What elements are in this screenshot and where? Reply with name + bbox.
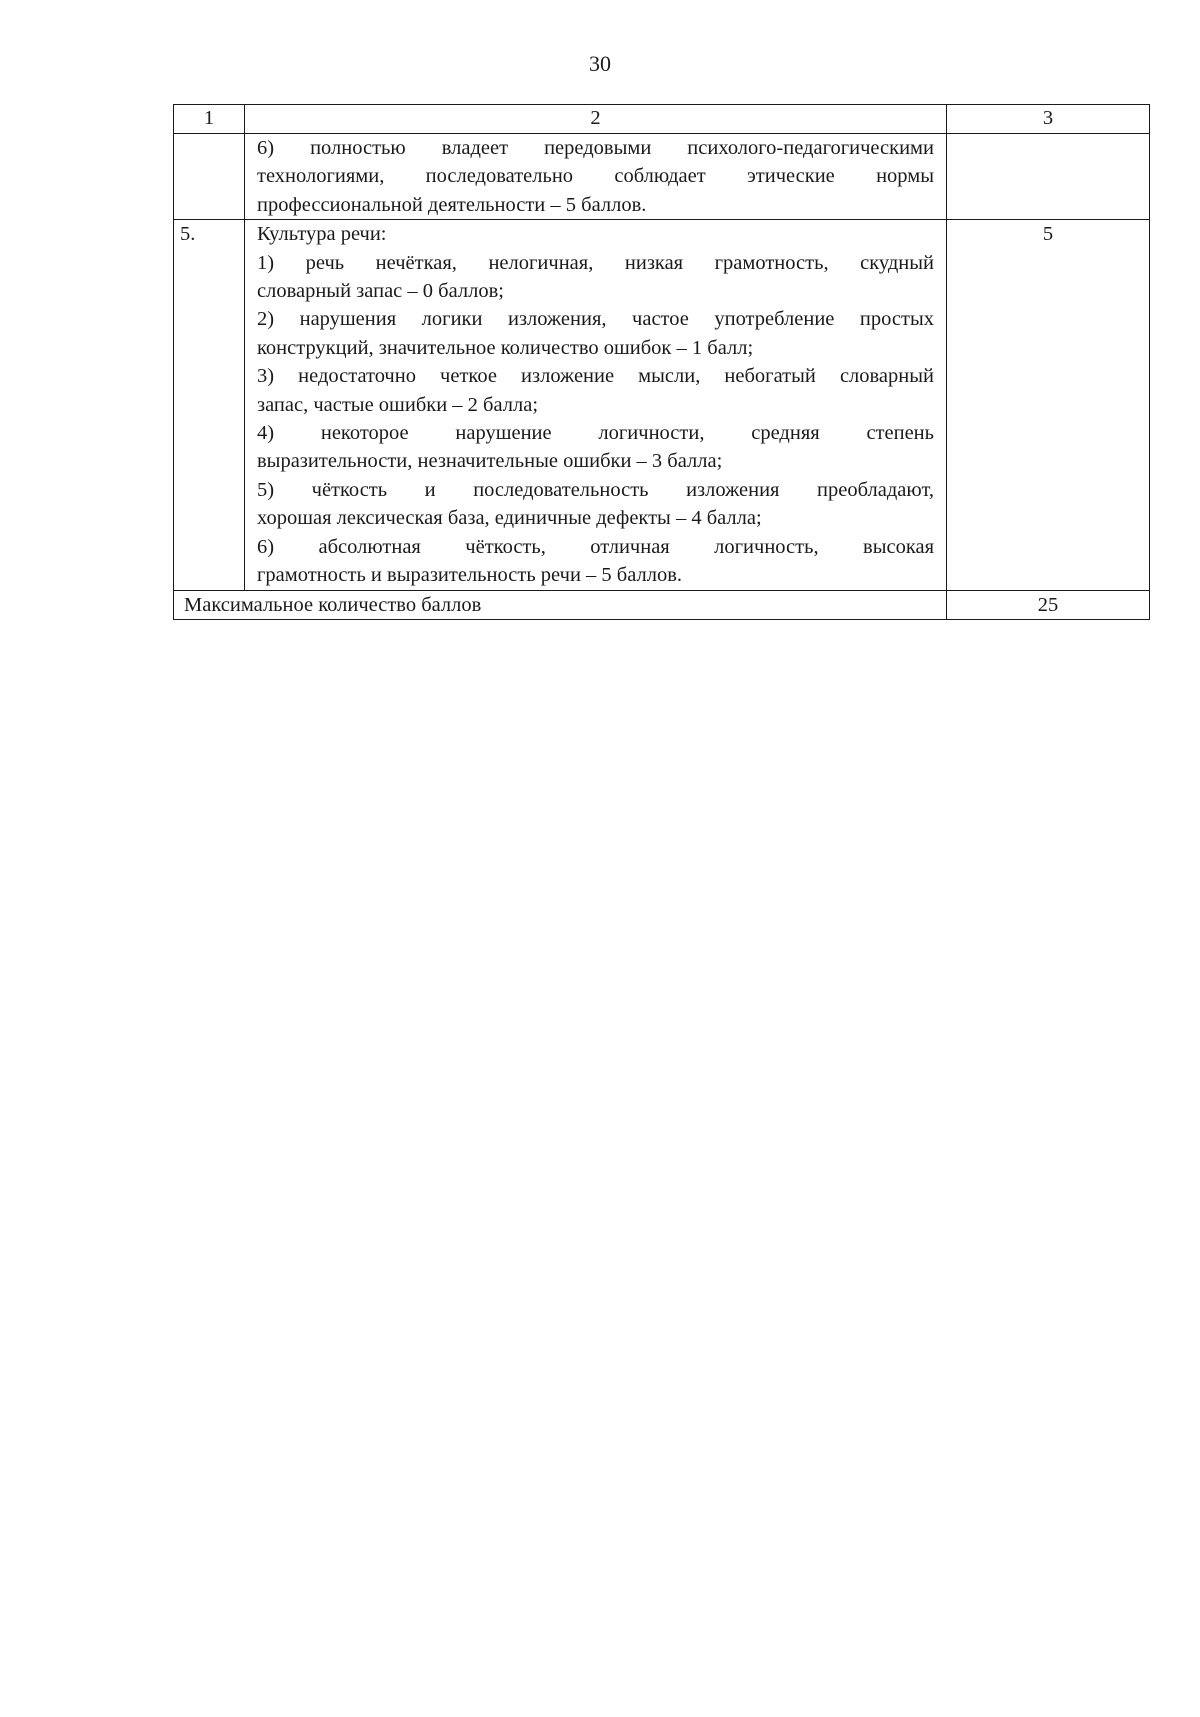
criterion-item-line: 5) чёткость и последовательность изложения преобладают,	[257, 478, 934, 501]
total-row	[174, 590, 1150, 619]
criterion-item-line: 2) нарушения логики изложения, частое употребление простых	[257, 308, 934, 331]
header-col-2: 2	[245, 105, 947, 134]
row-number-cell	[174, 134, 245, 220]
header-col-1: 1	[174, 105, 245, 134]
criterion-item-line: запас, частые ошибки – 2 балла;	[257, 393, 539, 416]
score-cell	[947, 134, 1150, 220]
description-cell	[245, 220, 947, 590]
criterion-item-line: выразительности, незначительные ошибки – 3 балла;	[257, 450, 723, 473]
description-line: профессиональной деятельности – 5 баллов.	[257, 193, 647, 216]
total-label: Максимальное количество баллов	[174, 590, 947, 619]
criterion-item-line: грамотность и выразительность речи – 5 баллов.	[257, 564, 683, 587]
criterion-title: Культура речи:	[257, 223, 387, 246]
score-cell: 5	[947, 220, 1150, 590]
criterion-item-line: словарный запас – 0 баллов;	[257, 280, 504, 303]
criterion-row-5	[174, 220, 1150, 590]
description-cell	[245, 134, 947, 220]
criterion-item-line: 1) речь нечёткая, нелогичная, низкая грамотность, скудный	[257, 251, 934, 274]
page-number: 30	[589, 51, 611, 76]
description-line: 6) полностью владеет передовыми психолого-педагогическими	[257, 137, 934, 159]
description-line: технологиями, последовательно соблюдает этические нормы	[257, 165, 934, 188]
criterion-item-line: конструкций, значительное количество ошибок – 1 балл;	[257, 336, 754, 359]
row-number-cell: 5.	[174, 220, 245, 590]
criterion-item-line: 6) абсолютная чёткость, отличная логичность, высокая	[257, 535, 934, 558]
total-score: 25	[947, 590, 1150, 619]
criterion-item-line: 3) недостаточно четкое изложение мысли, небогатый словарный	[257, 365, 934, 388]
header-col-3: 3	[947, 105, 1150, 134]
header-row	[174, 105, 1150, 134]
criteria-table	[173, 104, 1150, 620]
criterion-item-line: 4) некоторое нарушение логичности, средняя степень	[257, 422, 934, 445]
continuation-row	[174, 134, 1150, 220]
criterion-item-line: хорошая лексическая база, единичные дефекты – 4 балла;	[257, 507, 762, 530]
